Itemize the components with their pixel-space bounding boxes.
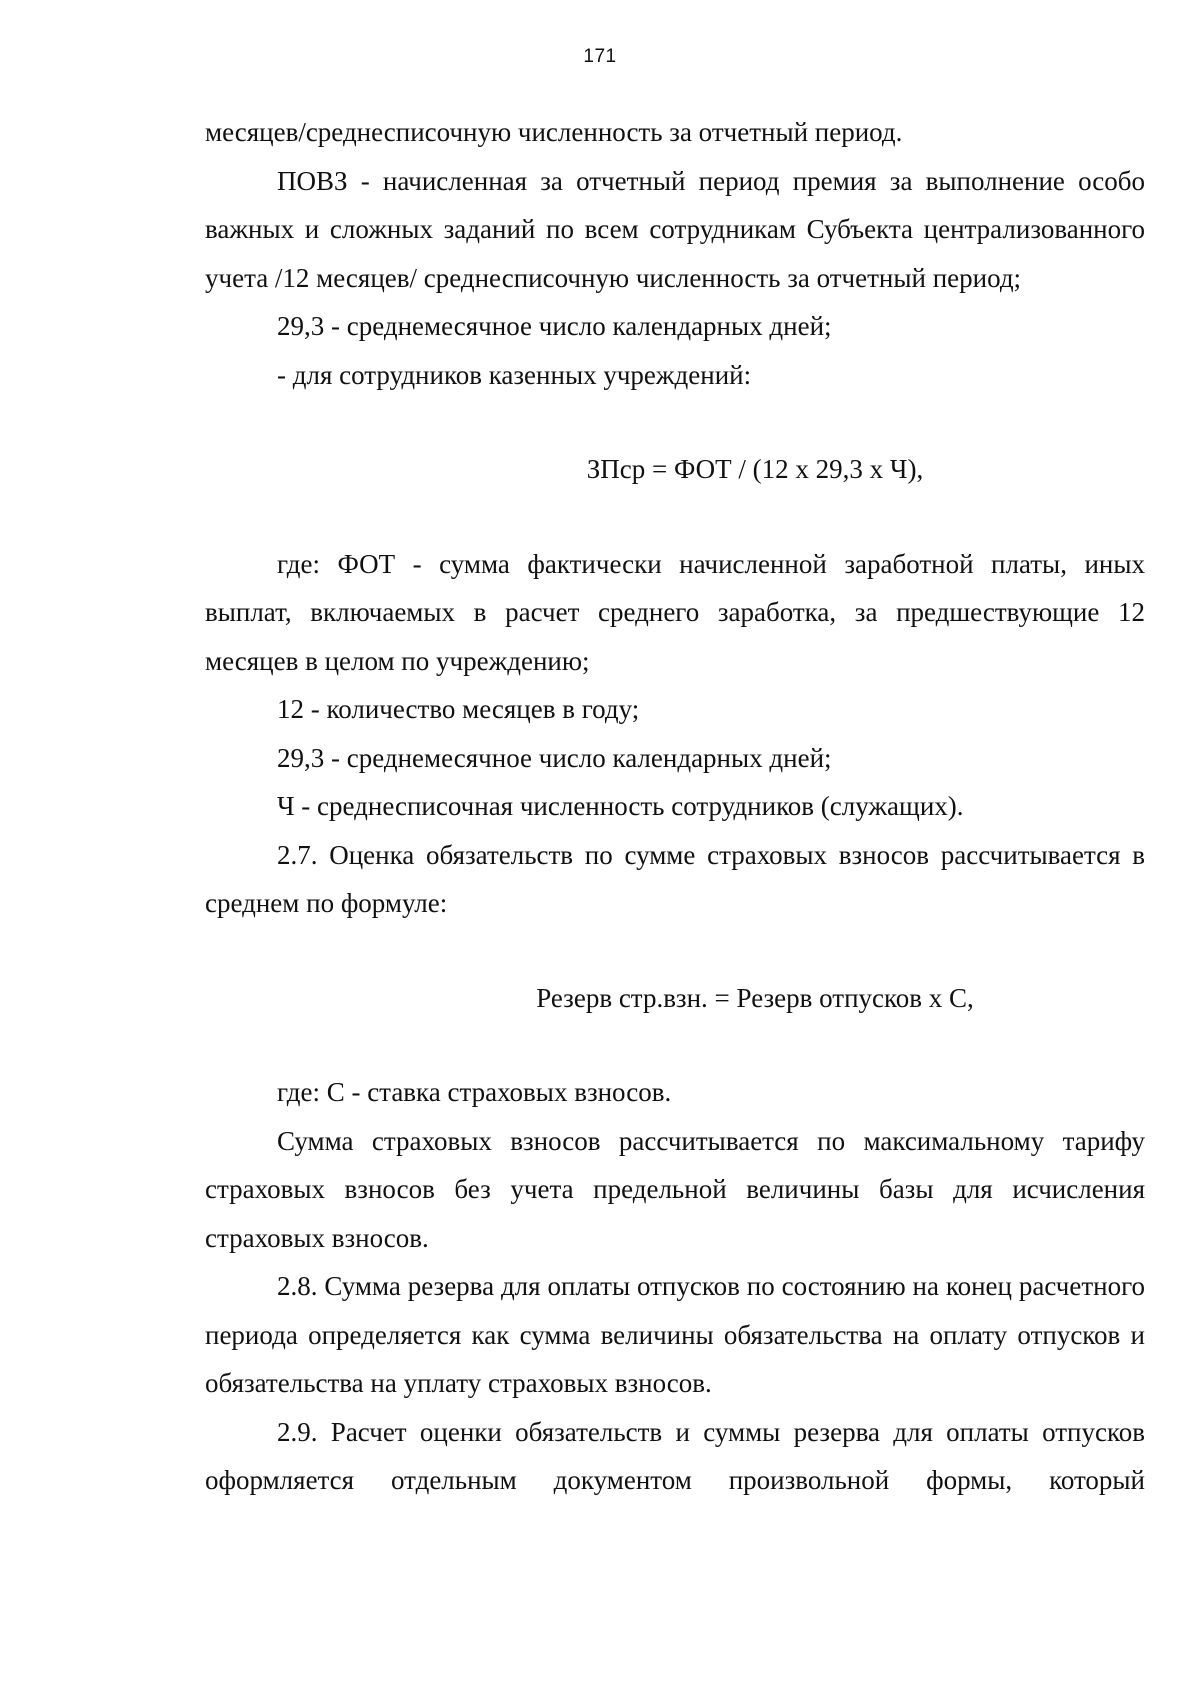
paragraph-months-definition: 12 - количество месяцев в году;	[277, 694, 640, 724]
page-number: 171	[583, 46, 617, 67]
paragraph-days-definition-2: 29,3 - среднемесячное число календарных дней;	[277, 742, 832, 773]
paragraph-section-2-8: 2.8. Сумма резерва для оплаты отпусков по состоянию на конец расчетного периода определяется как сумма величины обязательства на оплату отпусков и обязательства на уплату страховых взносов.	[205, 1271, 1145, 1398]
paragraph-fot-definition: где: ФОТ - сумма фактически начисленной заработной платы, иных выплат, включаемых в расчет среднего заработка, за предшествующие 12 месяцев в целом по учреждению;	[205, 548, 1145, 676]
formula-average-salary: ЗПср = ФОТ / (12 х 29,3 х Ч),	[586, 454, 924, 484]
paragraph-section-2-9: 2.9. Расчет оценки обязательств и суммы резерва для оплаты отпусков оформляется отдельным документом произвольной формы, который	[205, 1416, 1145, 1495]
paragraph-rate-definition: где: С - ставка страховых взносов.	[277, 1077, 672, 1107]
paragraph-continuation: месяцев/среднесписочную численность за отчетный период.	[205, 117, 903, 147]
paragraph-days-definition: 29,3 - среднемесячное число календарных дней;	[277, 311, 832, 341]
paragraph-section-2-7: 2.7. Оценка обязательств по сумме страховых взносов рассчитывается в среднем по формуле:	[205, 839, 1145, 918]
paragraph-insurance-calculation: Сумма страховых взносов рассчитывается по максимальному тарифу страховых взносов без учета предельной величины базы для исчисления страховых взносов.	[205, 1125, 1145, 1253]
paragraph-headcount-definition: Ч - среднесписочная численность сотрудников (служащих).	[277, 791, 964, 821]
formula-insurance-reserve: Резерв стр.взн. = Резерв отпусков х С,	[536, 982, 974, 1013]
paragraph-povz-definition: ПОВЗ - начисленная за отчетный период премия за выполнение особо важных и сложных заданий по всем сотрудникам Субъекта централизованного учета /12 месяцев/ среднесписочную численность за отчетный период;	[205, 165, 1145, 293]
document-body	[205, 108, 1145, 1505]
paragraph-state-institutions: - для сотрудников казенных учреждений:	[277, 359, 752, 390]
